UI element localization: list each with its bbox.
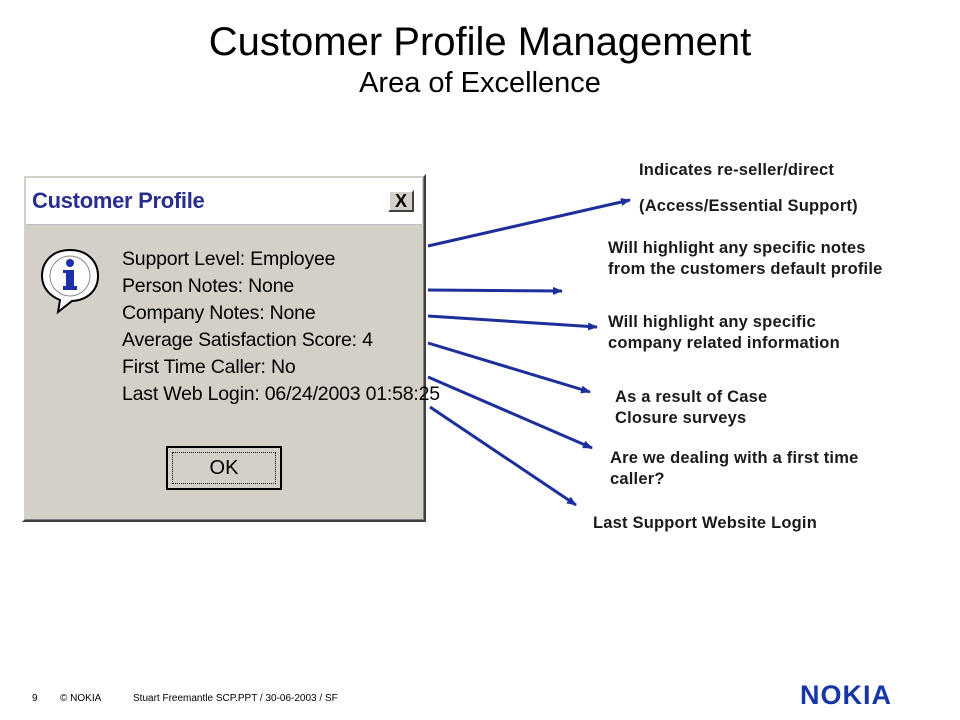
note-reseller: Indicates re-seller/direct bbox=[639, 161, 835, 179]
person-notes-text: Person Notes: None bbox=[122, 275, 294, 297]
page-number: 9 bbox=[32, 693, 38, 704]
nokia-logo: NOKIA bbox=[800, 680, 892, 710]
note-access: (Access/Essential Support) bbox=[639, 197, 858, 215]
note-satisfaction: As a result of Case Closure surveys bbox=[615, 388, 768, 427]
arrow-support-level bbox=[428, 200, 630, 246]
copyright: © NOKIA bbox=[60, 693, 102, 704]
company-notes-text: Company Notes: None bbox=[122, 302, 316, 324]
dialog-title: Customer Profile bbox=[32, 188, 205, 213]
first-time-caller-text: First Time Caller: No bbox=[122, 356, 296, 378]
arrow-person-notes bbox=[428, 290, 562, 291]
arrow-company-notes bbox=[428, 316, 597, 327]
note-company-notes: Will highlight any specific company related information bbox=[608, 313, 840, 352]
slide-subtitle: Area of Excellence bbox=[359, 67, 601, 99]
note-person-notes: Will highlight any specific notes from the customers default profile bbox=[608, 239, 883, 278]
support-level-text: Support Level: Employee bbox=[122, 248, 336, 270]
arrow-web-login bbox=[430, 407, 576, 505]
satisfaction-score-text: Average Satisfaction Score: 4 bbox=[122, 329, 373, 351]
arrow-satisfaction bbox=[428, 343, 590, 392]
note-web-login: Last Support Website Login bbox=[593, 514, 817, 532]
slide-title: Customer Profile Management bbox=[208, 20, 752, 64]
close-icon: X bbox=[394, 191, 407, 211]
note-first-time: Are we dealing with a first time caller? bbox=[610, 449, 859, 488]
last-web-login-text: Last Web Login: 06/24/2003 01:58:25 bbox=[122, 383, 440, 405]
arrow-first-time bbox=[428, 377, 592, 448]
file-info: Stuart Freemantle SCP.PPT / 30-06-2003 / SF bbox=[133, 693, 338, 704]
ok-button-label: OK bbox=[172, 452, 276, 484]
